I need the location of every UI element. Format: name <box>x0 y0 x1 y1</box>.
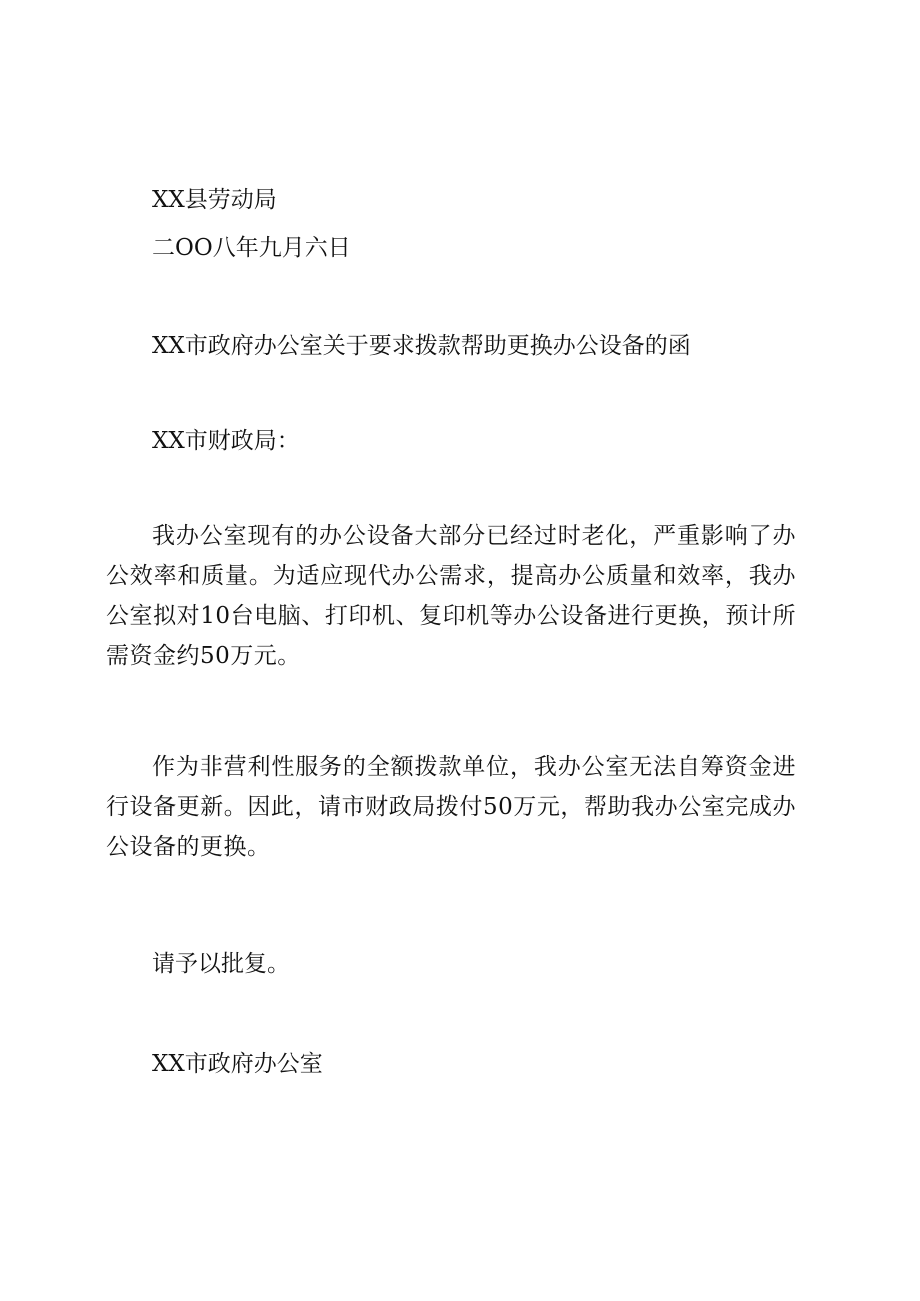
signature-line: XX市政府办公室 <box>152 1051 323 1077</box>
letter-title: XX市政府办公室关于要求拨款帮助更换办公设备的函 <box>152 333 691 359</box>
body-paragraph-2: 作为非营利性服务的全额拨款单位，我办公室无法自筹资金进行设备更新。因此，请市财政局拨付50万元，帮助我办公室完成办公设备的更换。 <box>106 754 796 860</box>
sender-line: XX县劳动局 <box>152 187 277 213</box>
closing-line: 请予以批复。 <box>152 951 290 977</box>
salutation: XX市财政局： <box>152 428 300 454</box>
body-paragraph-1: 我办公室现有的办公设备大部分已经过时老化，严重影响了办公效率和质量。为适应现代办公需求，提高办公质量和效率，我办公室拟对10台电脑、打印机、复印机等办公设备进行更换，预计所需资金约50万元。 <box>106 523 796 669</box>
date-line: 二OO八年九月六日 <box>152 235 351 261</box>
